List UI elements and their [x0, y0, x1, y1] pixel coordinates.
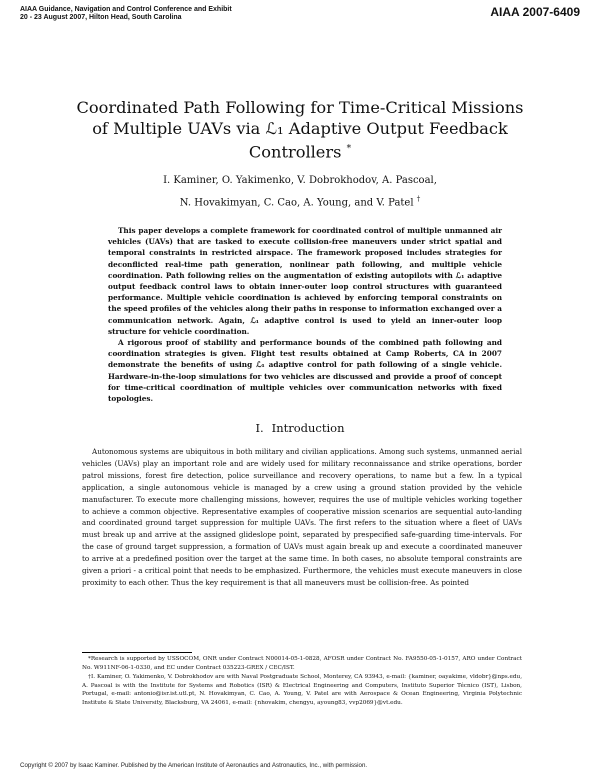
- abstract-paragraph-2: A rigorous proof of stability and performance bounds of the combined path following and coordination strategies is given. Flight test results obtained at Camp Roberts, CA in 2007 demonstrate the benefits of using ℒ₁ adaptive control for path following of a single vehicle. Hardware-in-the-loop simulations for two vehicles are discussed and provide a proof of concept for time-critical coordination of multiple vehicles over communication networks with fixed topologies.: [108, 338, 502, 404]
- abstract-paragraph-1: This paper develops a complete framework for coordinated control of multiple unmanned air vehicles (UAVs) that are tasked to execute collision-free maneuvers under strict spatial and temporal constraints in restricted airspace. The framework proposed includes strategies for deconflicted real-time path generation, nonlinear path following, and multiple vehicle coordination. Path following relies on the augmentation of existing autopilots with ℒ₁ adaptive output feedback control laws to obtain inner-outer loop control structures with guaranteed performance. Multiple vehicle coordination is achieved by enforcing temporal constraints on the speed profiles of the vehicles along their paths in response to information exchanged over a communication network. Again, ℒ₁ adaptive control is used to yield an inner-outer loop structure for vehicle coordination.: [108, 226, 502, 336]
- footnote-funding: *Research is supported by USSOCOM, ONR under Contract N00014-05-1-0828, AFOSR under Contract No. FA9550-05-1-0157, ARO under Contract No. W911NF-06-1-0330, and EC under Contract 035223-GREX / CEC/IST.: [82, 656, 522, 671]
- section-heading: [0, 421, 600, 435]
- authors-line-1: I. Kaminer, O. Yakimenko, V. Dobrokhodov, A. Pascoal,: [163, 175, 437, 186]
- authors-footnote-mark: †: [416, 195, 421, 203]
- introduction-paragraph: Autonomous systems are ubiquitous in both military and civilian applications. Among such systems, unmanned aerial vehicles (UAVs) play an important role and are widely used for military reconnaissance and strike operations, border patrol missions, forest fire detection, police surveillance and recovery operations, to name but a few. In a typical application, a single autonomous vehicle is managed by a crew using a ground station provided by the vehicle manufacturer. To execute more challenging missions, however, requires the use of multiple vehicles working together to achieve a common objective. Representative examples of cooperative mission scenarios are sequential auto-landing and coordinated ground target suppression for multiple UAVs. The first refers to the situation where a fleet of UAVs must break up and arrive at the assigned glideslope point, separated by prespecified safe-guarding time-intervals. For the case of ground target suppression, a formation of UAVs must again break up and execute a coordinated maneuver to arrive at a predefined position over the target at the same time. In both cases, no absolute temporal constraints are given a priori - a critical point that needs to be emphasized. Furthermore, the vehicles must execute maneuvers in close proximity to each other. Thus the key requirement is that all maneuvers must be collision-free. As pointed: [82, 447, 522, 587]
- conference-date-location: 20 - 23 August 2007, Hilton Head, South Carolina: [20, 14, 182, 21]
- copyright-notice: Copyright © 2007 by Isaac Kaminer. Published by the American Institute of Aeronautics and Astronautics, Inc., with permission.: [20, 762, 368, 769]
- title-line-1: Coordinated Path Following for Time-Critical Missions: [76, 98, 524, 117]
- title-footnote-mark: *: [346, 144, 352, 154]
- conference-name: AIAA Guidance, Navigation and Control Conference and Exhibit: [20, 6, 232, 13]
- abstract: [108, 225, 502, 404]
- conference-header: [20, 6, 232, 22]
- author-list: [60, 171, 540, 212]
- section-number: I.: [255, 421, 264, 435]
- footnote-affiliations: †I. Kaminer, O. Yakimenko, V. Dobrokhodov are with Naval Postgraduate School, Monterey, CA 93943, e-mail: {kaminer, oayakime, vldobr}@nps.edu, A. Pascoal is with the Institute for Systems and Robotics (ISR) & Electrical Engineering and Computers, Instituto Superior Técnico (IST), Lisbon, Portugal, e-mail: antonio@isr.ist.utl.pt, N. Hovakimyan, C. Cao, A. Young, V. Patel are with Aerospace & Ocean Engineering, Virginia Polytechnic Institute & State University, Blacksburg, VA 24061, e-mail: {nhovakim, chengyu, ayoung83, vvp2069}@vt.edu.: [82, 674, 522, 706]
- authors-line-2: N. Hovakimyan, C. Cao, A. Young, and V. Patel: [179, 197, 414, 209]
- title-line-3: Controllers: [248, 142, 342, 162]
- paper-title: [40, 97, 560, 162]
- paper-number: AIAA 2007-6409: [490, 5, 580, 19]
- section-title: Introduction: [271, 421, 345, 435]
- footnote-divider: [82, 652, 192, 653]
- title-line-2: of Multiple UAVs via ℒ₁ Adaptive Output Feedback: [92, 119, 508, 138]
